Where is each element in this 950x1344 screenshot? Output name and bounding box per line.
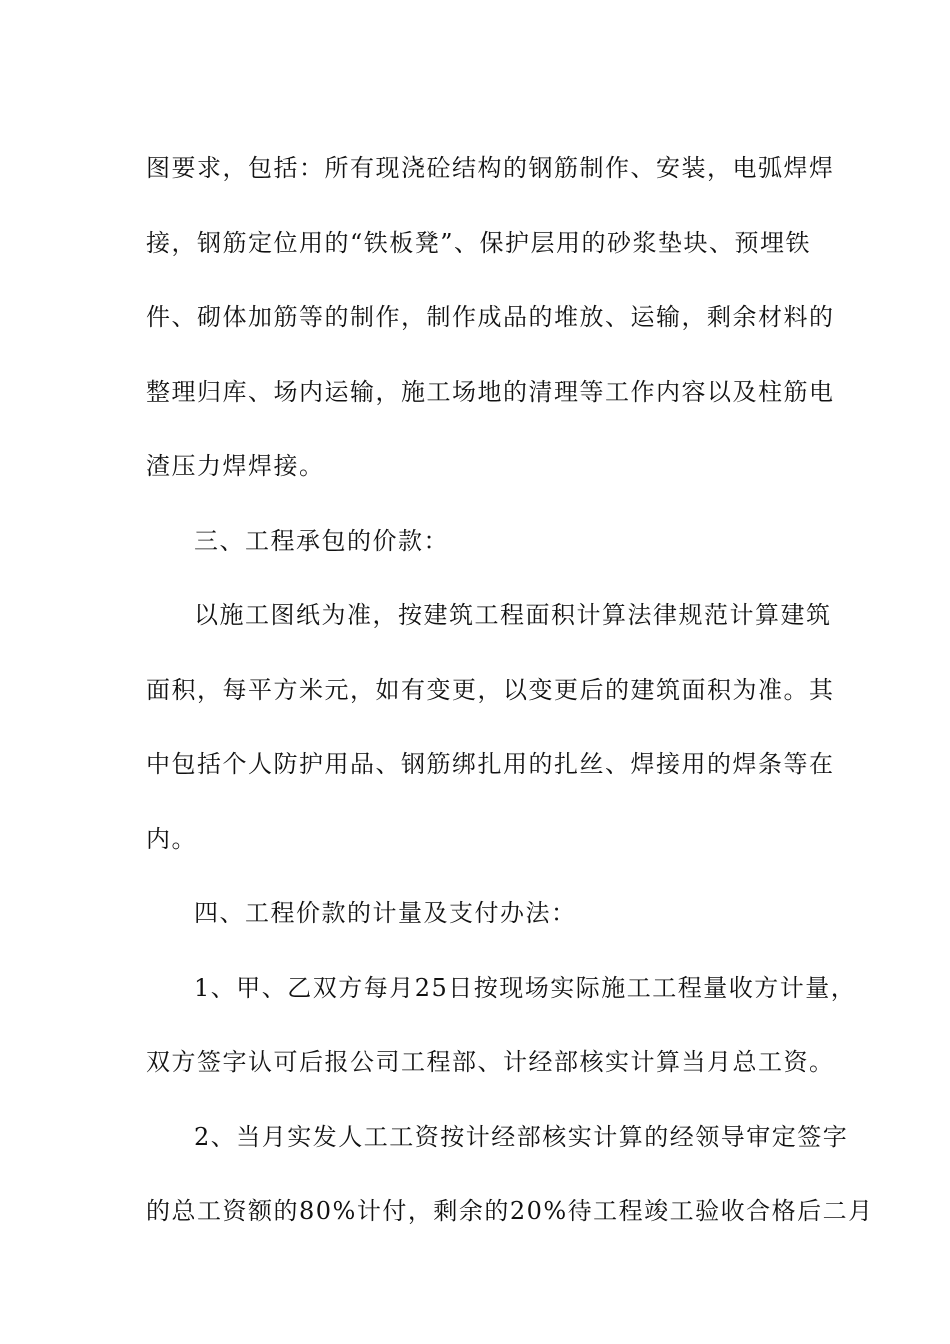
text-line: 图要求，包括：所有现浇砼结构的钢筋制作、安装，电弧焊焊 xyxy=(146,154,835,182)
text-line: 中包括个人防护用品、钢筋绑扎用的扎丝、焊接用的焊条等在 xyxy=(146,750,835,778)
document-body xyxy=(146,131,874,1249)
text-line: 双方签字认可后报公司工程部、计经部核实计算当月总工资。 xyxy=(146,1048,835,1076)
text-line: 面积，每平方米元，如有变更，以变更后的建筑面积为准。其 xyxy=(146,675,835,704)
text-line: 接，钢筋定位用的“铁板凳”、保护层用的砂浆垫块、预埋铁 xyxy=(146,228,812,257)
section-heading: 四、工程价款的计量及支付办法： xyxy=(194,899,577,927)
text-line: 件、砌体加筋等的制作，制作成品的堆放、运输，剩余材料的 xyxy=(146,303,835,331)
list-item: 2、当月实发人工工资按计经部核实计算的经领导审定签字 xyxy=(194,1122,849,1151)
section-heading: 三、工程承包的价款： xyxy=(194,526,449,555)
text-line: 渣压力焊焊接。 xyxy=(146,452,325,480)
text-line: 整理归库、场内运输，施工场地的清理等工作内容以及柱筋电 xyxy=(146,377,835,406)
list-item: 1、甲、乙双方每月25日按现场实际施工工程量收方计量， xyxy=(194,973,857,1002)
text-line: 内。 xyxy=(146,824,197,853)
text-line: 的总工资额的80%计付，剩余的20%待工程竣工验收合格后二月 xyxy=(146,1197,874,1225)
text-line: 以施工图纸为准，按建筑工程面积计算法律规范计算建筑 xyxy=(194,601,832,629)
